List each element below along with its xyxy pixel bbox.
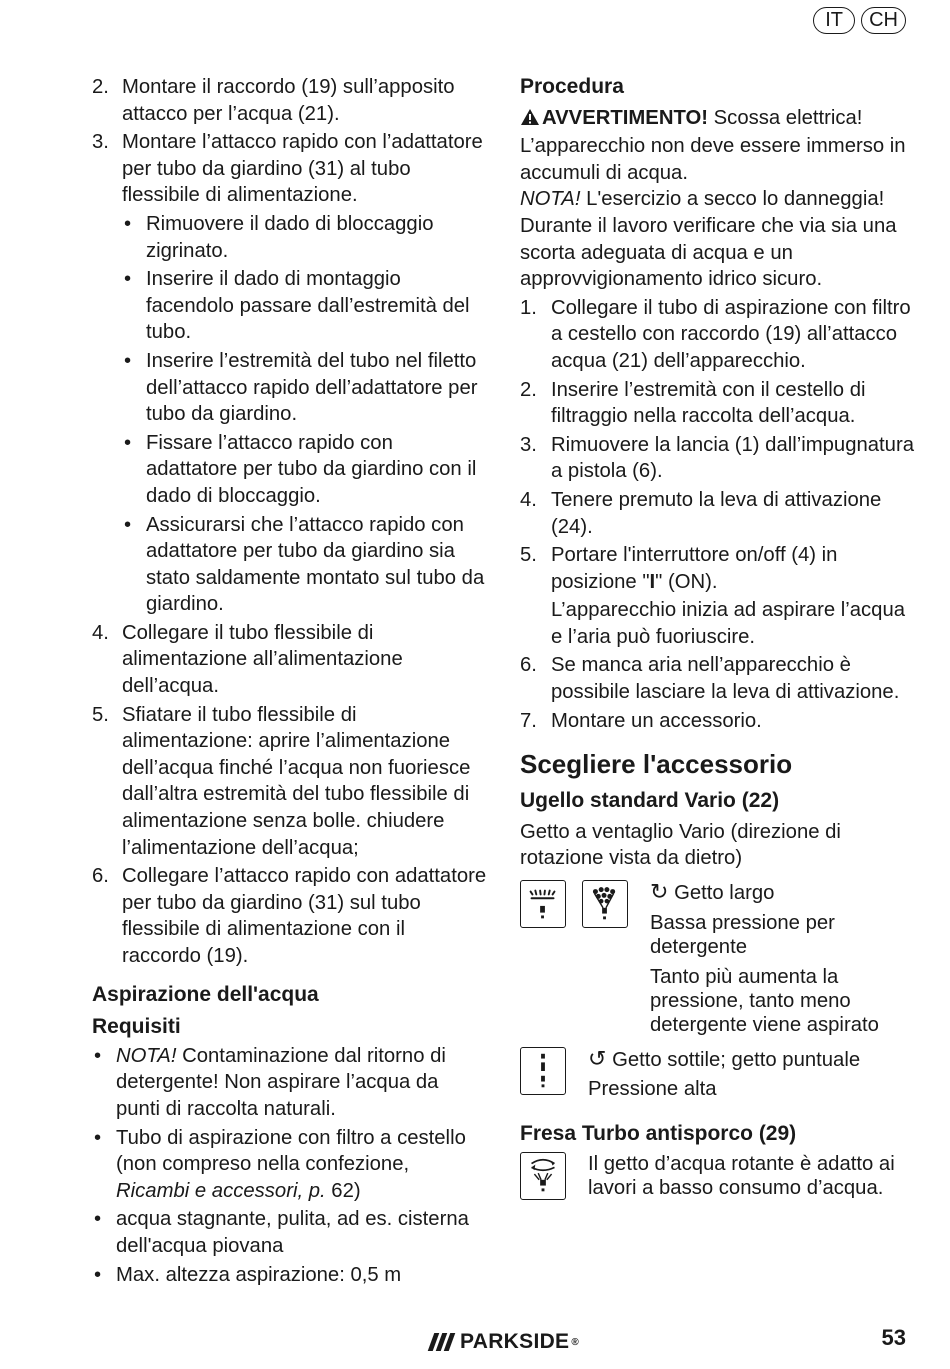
- req-note: [92, 1043, 487, 1123]
- req-hose: [92, 1125, 487, 1205]
- step-number: 3.: [92, 131, 109, 154]
- clockwise-icon: ↻: [650, 879, 669, 905]
- step-text: Sfiatare il tubo flessibile di alimentazione: aprire l’alimentazione dell’acqua finché l’acqua non fuoriesce dall’altra estremità del tubo flessibile di alimentazione senza bolle. chiudere l’alimentazione dell’acqua;: [122, 703, 471, 859]
- requirements-title: Requisiti: [92, 1015, 181, 1039]
- left-column: [92, 74, 487, 1290]
- step-5: [92, 702, 487, 862]
- step-text: Collegare il tubo di aspirazione con filtro a cestello con raccordo (19) all’attacco acqua (21) dell’apparecchio.: [551, 296, 911, 372]
- wide-jet-pressure: Bassa pressione per detergente: [650, 912, 835, 959]
- wide-jet-text: [650, 880, 915, 1043]
- step-number: 2.: [92, 76, 109, 98]
- note-label: NOTA!: [116, 1044, 177, 1067]
- req-water: • acqua stagnante, pulita, ad es. cisterna dell'acqua piovana: [92, 1206, 487, 1259]
- warning-label: AVVERTIMENTO!: [542, 106, 709, 129]
- sub-bullet: • Rimuovere il dado di bloccaggio zigrinato.: [122, 211, 487, 264]
- step-number: 6.: [520, 654, 537, 677]
- vario-description: Getto a ventaglio Vario (direzione di rotazione vista da dietro): [520, 820, 841, 870]
- step-text: Rimuovere la lancia (1) dall’impugnatura a pistola (6).: [551, 433, 914, 483]
- turbo-row: [520, 1152, 915, 1200]
- page-number: 53: [881, 1325, 906, 1350]
- step-number: 5.: [92, 703, 109, 726]
- turbo-nozzle-icon: [520, 1152, 566, 1200]
- step-text: Inserire l’estremità con il cestello di filtraggio nella raccolta dell’acqua.: [551, 378, 866, 428]
- procedure-title: Procedura: [520, 75, 624, 98]
- wide-jet-label: [650, 880, 915, 905]
- step-text: Montare il raccordo (19) sull’apposito attacco per l’acqua (21).: [122, 76, 455, 125]
- proc-step-2: [520, 377, 915, 430]
- accessory-heading: Scegliere l'accessorio: [520, 749, 793, 780]
- hose-page: 62): [325, 1179, 361, 1202]
- turbo-title: Fresa Turbo antisporco (29): [520, 1122, 797, 1146]
- step-text: Portare l'interruttore on/off (4) in posizione ": [551, 544, 838, 593]
- step-number: 3.: [520, 433, 537, 456]
- thin-jet-icons: [520, 1047, 566, 1107]
- step-2: [92, 74, 487, 127]
- turbo-icons: [520, 1152, 566, 1200]
- section-title-water-suction: Aspirazione dell'acqua: [92, 982, 319, 1006]
- step-number: 4.: [520, 488, 537, 511]
- step-number: 7.: [520, 709, 537, 732]
- sub-bullet-list: [122, 211, 487, 618]
- proc-step-5: [520, 542, 915, 650]
- counterclockwise-icon: ↺: [588, 1046, 607, 1072]
- step-number: 6.: [92, 865, 109, 888]
- thin-jet-label: [588, 1047, 860, 1072]
- step-3: [92, 129, 487, 209]
- step-text: Tenere premuto la leva di attivazione (24).: [551, 488, 882, 538]
- hose-ref: Ricambi e accessori, p.: [116, 1179, 326, 1202]
- brand-footer: [431, 1330, 579, 1354]
- thin-jet-name: Getto sottile; getto puntuale: [606, 1049, 861, 1072]
- step-text: Montare un accessorio.: [551, 709, 762, 732]
- hose-text: Tubo di aspirazione con filtro a cestello (non compreso nella confezione,: [116, 1126, 466, 1176]
- step-text: Collegare il tubo flessibile di alimentazione all’alimentazione dell’acqua.: [122, 621, 403, 698]
- warning-text: Scossa elettrica! L’apparecchio non deve essere immerso in accumuli di acqua.: [520, 106, 906, 184]
- step-4: [92, 620, 487, 700]
- proc-step-1: [520, 295, 915, 375]
- switch-position: I: [649, 570, 656, 593]
- note-text: Contaminazione dal ritorno di detergente! Non aspirare l’acqua da punti di raccolta naturali.: [116, 1044, 446, 1120]
- wide-jet-row: [520, 880, 915, 1043]
- wide-jet-icons: [520, 880, 628, 1043]
- sub-bullet: • Inserire l’estremità del tubo nel filetto dell’attacco rapido dell’adattatore per tubo da giardino.: [122, 348, 487, 428]
- registered-mark: ®: [571, 1336, 580, 1348]
- warning-triangle-icon: [520, 107, 542, 134]
- brand-logo-icon: [431, 1333, 452, 1351]
- wide-jet-name: Getto largo: [668, 882, 775, 905]
- sub-bullet: • Assicurarsi che l’attacco rapido con adattatore per tubo da giardino sia stato saldamente montato sul tubo da giardino.: [122, 512, 487, 618]
- note-label: NOTA!: [520, 188, 581, 211]
- proc-step-6: [520, 652, 915, 705]
- step-number: 2.: [520, 378, 537, 401]
- proc-step-4: [520, 487, 915, 540]
- note-text: L'esercizio a secco lo danneggia! Durante il lavoro verificare che via sia una scorta adeguata di acqua e un approvvigionamento idrico sicuro.: [520, 188, 897, 291]
- thin-jet-row: [520, 1047, 915, 1107]
- step-text: Se manca aria nell’apparecchio è possibile lasciare la leva di attivazione.: [551, 654, 900, 704]
- step-text: Collegare l’attacco rapido con adattatore per tubo da giardino (31) sul tubo flessibile di alimentazione con il raccordo (19).: [122, 865, 487, 967]
- step-text-end: " (ON).: [655, 570, 718, 593]
- warning-paragraph: [520, 105, 915, 187]
- step-6: [92, 863, 487, 969]
- badge-ch: CH: [861, 7, 906, 34]
- step-number: 4.: [92, 621, 109, 644]
- wide-jet-note: Tanto più aumenta la pressione, tanto meno detergente viene aspirato: [650, 966, 879, 1037]
- brand-name: PARKSIDE: [460, 1330, 570, 1353]
- point-jet-icon: [520, 1047, 566, 1095]
- note-paragraph: [520, 186, 915, 292]
- fan-spray-icon: [520, 880, 566, 928]
- turbo-description: Il getto d’acqua rotante è adatto ai lavori a basso consumo d’acqua.: [588, 1152, 895, 1199]
- thin-jet-text: [588, 1047, 860, 1107]
- step-number: 5.: [520, 544, 537, 567]
- proc-step-3: [520, 432, 915, 485]
- wide-spray-icon: [582, 880, 628, 928]
- proc-step-7: [520, 708, 915, 735]
- sub-bullet: • Fissare l’attacco rapido con adattatore per tubo da giardino con il dado di bloccaggio.: [122, 430, 487, 510]
- vario-nozzle-title: Ugello standard Vario (22): [520, 789, 780, 813]
- badge-it: IT: [813, 7, 855, 34]
- right-column: [520, 74, 915, 1200]
- step-note: L’apparecchio inizia ad aspirare l’acqua e l’aria può fuoriuscire.: [551, 599, 906, 648]
- step-number: 1.: [520, 296, 537, 319]
- thin-jet-pressure: Pressione alta: [588, 1078, 717, 1101]
- step-text: Montare l’attacco rapido con l’adattatore per tubo da giardino (31) al tubo flessibile di alimentazione.: [122, 131, 483, 207]
- language-badges: [813, 7, 906, 34]
- req-max-height: • Max. altezza aspirazione: 0,5 m: [92, 1262, 487, 1289]
- sub-bullet: • Inserire il dado di montaggio facendolo passare dall’estremità del tubo.: [122, 266, 487, 346]
